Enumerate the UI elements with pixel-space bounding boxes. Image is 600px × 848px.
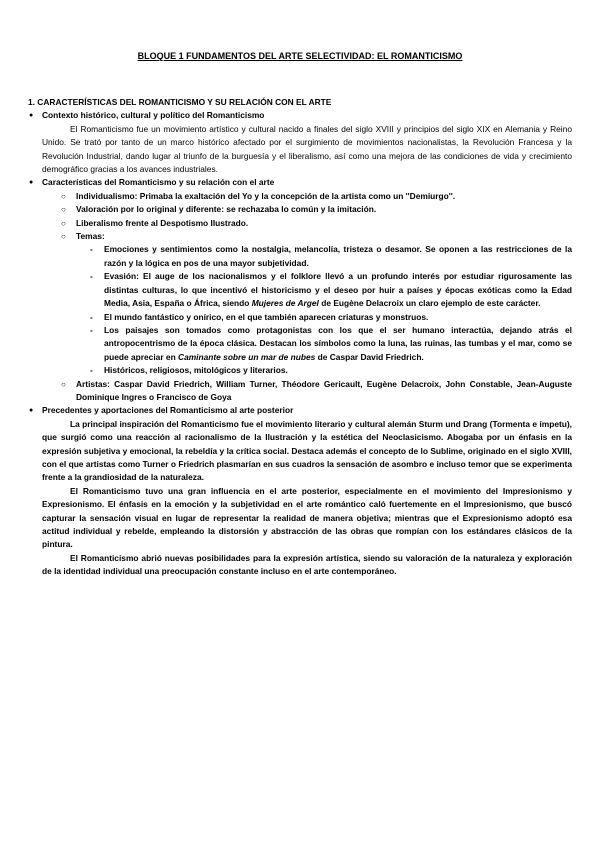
subitem-themes [28,230,572,243]
theme-historical [28,364,572,377]
bullet-item-context [28,109,572,122]
theme-text: El mundo fantástico y onírico, en el que también aparecen criaturas y monstruos. [104,311,429,322]
paragraph-influence: El Romanticismo tuvo una gran influencia en el arte posterior, especialmente en el movimiento del Impresionismo y Expresionismo. El énfasis en la emoción y la subjetividad en el arte romántico caló fuertemente en el Impresionismo, que buscó capturar la sensación visual en lugar de representar la realidad de manera objetiva; mientras que el Expresionismo adoptó esa actitud individual y rebelde, empleando la distorsión y abstracción de las obras que rompían con los estándares clásicos de la pintura. [42,485,572,550]
subitem-text: Liberalismo frente al Despotismo Ilustrado. [76,217,249,228]
bullet-dot-icon: ● [29,179,34,187]
theme-text: Los paisajes son tomados como protagonistas con los que el ser humano interactúa, dejando atrás el antropocentrismo de la época clásica. Destacan los símbolos como la luna, las ruinas, las tumbas y el mar, como se puede apreciar en [104,324,572,362]
subitem-text: Valoración por lo original y diferente: se rechazaba lo común y la imitación. [76,204,377,215]
bullet-heading: Precedentes y aportaciones del Romanticismo al arte posterior [42,405,294,416]
subitem-originality [28,203,572,216]
subitem-liberalism [28,217,572,230]
subitem-text: Temas: [76,231,105,242]
circle-bullet-icon: ○ [61,379,66,389]
artwork-title: Caminante sobre un mar de nubes [178,351,316,362]
subitem-text: Primaba la exaltación del Yo y la concepción de la artista como un ''Demiurgo''. [137,190,456,201]
bullet-heading: Características del Romanticismo y su relación con el arte [42,177,275,188]
theme-evasion [28,270,572,310]
subitem-text: Artistas: Caspar David Friedrich, William Turner, Théodore Gericault, Eugène Delacroix, John Constable, Jean-Auguste Dominique Ingres o Francisco de Goya [76,378,572,402]
dash-bullet-icon: - [90,271,93,282]
theme-text: Evasión: El auge de los nacionalismos y el folklore llevó a un profundo interés por estudiar rigurosamente las distintas culturas, lo que incentivó el historicismo y el deseo por huir a países y épocas exóticas como la Edad Media, Asia, España o África, siendo [104,271,572,309]
paragraph-inspiration: La principal inspiración del Romanticismo fue el movimiento literario y cultural alemán Sturm und Drang (Tormenta e ímpetu), que surgió como una reacción al racionalismo de la Ilustración y la estética del Neoclasicismo. Abogaba por un énfasis en la expresión subjetiva y emocional, la rebeldía y la crítica social. Destaca además el concepto de lo Sublime, originado en el siglo XVIII, con el que artistas como Turner o Friedrich plasmarían en sus cuadros la sensación de asombro e incluso temor que se experimenta frente a la grandiosidad de la naturaleza. [42,418,572,483]
circle-bullet-icon: ○ [61,218,66,228]
dash-bullet-icon: - [90,311,93,322]
subitem-artists [28,378,572,405]
dash-bullet-icon: - [90,365,93,376]
artwork-title: Mujeres de Argel [251,298,319,309]
bullet-heading: Contexto histórico, cultural y político del Romanticismo [42,110,265,121]
section-heading: 1. CARACTERÍSTICAS DEL ROMANTICISMO Y SU RELACIÓN CON EL ARTE [28,97,332,107]
theme-landscapes [28,324,572,364]
paragraph-legacy: El Romanticismo abrió nuevas posibilidades para la expresión artística, siendo su valoración de la naturaleza y exploración de la identidad individual una preocupación constante incluso en el arte contemporáneo. [42,552,572,577]
circle-bullet-icon: ○ [61,191,66,201]
bullet-dot-icon: ● [29,112,34,120]
dash-bullet-icon: - [90,324,93,335]
paragraph-context: El Romanticismo fue un movimiento artístico y cultural nacido a finales del siglo XVIII y principios del siglo XIX en Alemania y Reino Unido. Se trató por tanto de un marco histórico afectado por el surgimiento de movimientos nacionalistas, la Revolución Francesa y la Revolución Industrial, dando lugar al triunfo de la burguesía y el liberalismo, así como una mejora de las condiciones de vida y crecimiento demográfico gracias a los avances industriales. [42,123,572,175]
theme-text: de Caspar David Friedrich. [315,351,424,362]
subitem-label: Individualismo: [76,190,138,201]
theme-text: de Eugène Delacroix un claro ejemplo de este carácter. [318,298,541,309]
bullet-item-characteristics [28,176,572,189]
theme-fantasy [28,311,572,324]
theme-emotions [28,243,572,270]
bullet-item-precedents [28,404,572,417]
theme-text: Históricos, religiosos, mitológicos y literarios. [104,365,288,376]
document-title: BLOQUE 1 FUNDAMENTOS DEL ARTE SELECTIVIDAD: EL ROMANTICISMO [137,51,463,61]
document-body [28,96,572,579]
theme-text: Emociones y sentimientos como la nostalgia, melancolía, tristeza o desamor. Se oponen a las restricciones de la razón y la lógica en pos de una mayor subjetividad. [104,244,572,268]
circle-bullet-icon: ○ [61,205,66,215]
dash-bullet-icon: - [90,244,93,255]
bullet-dot-icon: ● [29,407,34,415]
subitem-individualism [28,190,572,203]
circle-bullet-icon: ○ [61,232,66,242]
